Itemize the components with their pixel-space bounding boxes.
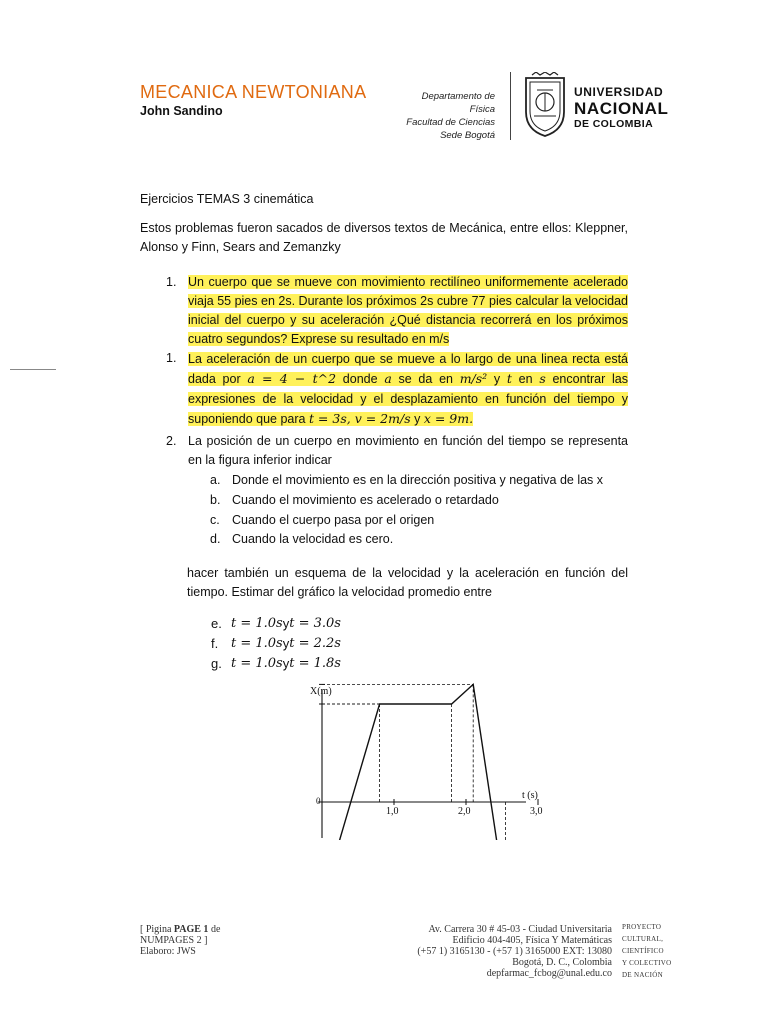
eq-label: g. [211, 656, 222, 671]
dept-line: Sede Bogotá [440, 130, 495, 141]
sub-item [210, 493, 499, 507]
exercise-title: Ejercicios TEMAS 3 cinemática [140, 192, 314, 206]
problem-number: 1. [166, 351, 177, 365]
x-tick-label: 2,0 [458, 806, 471, 817]
equation: t = 1.8s [289, 656, 341, 671]
equation: t = 3.0s [289, 616, 341, 631]
eq-label: f. [211, 636, 219, 651]
sub-label: d. [210, 532, 221, 546]
eq-connector: y [282, 616, 290, 631]
footer-line: (+57 1) 3165130 - (+57 1) 3165000 EXT: 13080 [417, 946, 612, 957]
problem-text: y [410, 412, 424, 426]
university-word: NACIONAL [574, 99, 669, 118]
sub-label: c. [210, 513, 220, 527]
footer-line: Bogotá, D. C., Colombia [512, 957, 612, 968]
university-word: DE COLOMBIA [574, 118, 654, 130]
eq-connector: y [282, 636, 290, 651]
sub-item [210, 513, 434, 527]
equation: t = 1.0s [231, 636, 283, 651]
equation: t = 2.2s [289, 636, 341, 651]
problem-2 [166, 349, 628, 429]
equation: x = 9m. [423, 411, 474, 426]
position-time-graph [290, 680, 550, 840]
footer-text: [ Pigina [140, 924, 174, 935]
problem-text: se da en [391, 372, 460, 386]
footer-text: de [208, 924, 221, 935]
equation: t = 1.0s [231, 616, 283, 631]
margin-rule [10, 369, 56, 370]
series-line [322, 684, 534, 840]
sub-label: b. [210, 493, 221, 507]
dept-line: Departamento de Física [421, 91, 495, 115]
sub-text: Donde el movimiento es en la dirección positiva y negativa de las x [232, 473, 604, 487]
sub-label: a. [210, 473, 221, 487]
sub-text: Cuando la velocidad es cero. [232, 532, 394, 546]
footer-text: Elaboro: JWS [140, 946, 196, 957]
author-name: John Sandino [140, 104, 223, 118]
footer-text: PAGE 1 [173, 924, 209, 935]
course-title: MECANICA NEWTONIANA [140, 82, 367, 102]
equation: m/s² [459, 371, 488, 386]
footer-line: depfarmac_fcbog@unal.edu.co [486, 968, 612, 979]
proyecto-logo [622, 921, 672, 981]
y-axis-label: X(m) [310, 686, 332, 697]
eq-label: e. [211, 616, 222, 631]
sub-text: Cuando el cuerpo pasa por el origen [232, 513, 435, 527]
equation: s [539, 371, 546, 386]
equation-item [211, 636, 341, 651]
equation-item [211, 656, 341, 671]
dept-line: Facultad de Ciencias [406, 117, 495, 128]
sub-item [210, 473, 603, 487]
intro-paragraph: Estos problemas fueron sacados de diversos textos de Mecánica, entre ellos: Kleppner, Alonso y Finn, Sears and Zemanzky [140, 221, 628, 254]
problem-number: 2. [166, 434, 177, 448]
problem-number: 1. [166, 275, 177, 289]
header-divider [510, 72, 511, 140]
problem-text: encontrar las expresiones de la velocidad y el desplazamiento en función del tiempo y suponiendo que para [188, 372, 628, 426]
equation: a [384, 371, 392, 386]
footer-text: NUMPAGES 2 ] [140, 935, 208, 946]
problem-text: La posición de un cuerpo en movimiento en función del tiempo se representa en la figura inferior indicar [188, 434, 628, 467]
eq-connector: y [282, 656, 290, 671]
proyecto-line: Y COLECTIVO [622, 959, 672, 967]
equation-item [211, 616, 341, 631]
equation: a = 4 − t^2 [247, 371, 337, 386]
problem-text: en [511, 372, 540, 386]
equation: t = 1.0s [231, 656, 283, 671]
problem-3 [166, 432, 628, 470]
proyecto-line: PROYECTO [622, 923, 662, 931]
footer-page-info [140, 924, 220, 957]
department-block [395, 90, 495, 142]
sub-item [210, 532, 393, 546]
x-axis-label: t (s) [522, 790, 538, 801]
problem-1 [166, 273, 628, 349]
x-tick-label: 1,0 [386, 806, 399, 817]
origin-label: 0 [316, 796, 321, 806]
problem-text: Un cuerpo que se mueve con movimiento rectilíneo uniformemente acelerado viaja 55 pies en 2s. Durante los próximos 2s cubre 77 pies calcular la velocidad inicial del cuerpo y su aceleración ¿Qué distancia recorrerá en los próximos cuatro segundos? Exprese su resultado en m/s [188, 275, 628, 346]
equation: t = 3s, v = 2m/s [308, 411, 411, 426]
university-crest-icon [522, 72, 568, 138]
university-word: UNIVERSIDAD [574, 85, 664, 99]
proyecto-line: DE NACIÓN [622, 971, 664, 979]
problem-text: donde [336, 372, 385, 386]
footer-line: Edificio 404-405, Física Y Matemáticas [452, 935, 612, 946]
university-logotype [574, 86, 669, 130]
problem-text: La aceleración de un cuerpo que se mueve a lo largo de una linea recta está dada por [188, 352, 628, 386]
sub-text: Cuando el movimiento es acelerado o retardado [232, 493, 499, 507]
proyecto-line: CULTURAL, [622, 935, 664, 943]
instruction-paragraph: hacer también un esquema de la velocidad y la aceleración en función del tiempo. Estimar del gráfico la velocidad promedio entre [187, 566, 628, 599]
x-tick-label: 3,0 [530, 806, 543, 817]
footer-line: Av. Carrera 30 # 45-03 - Ciudad Universitaria [428, 924, 612, 935]
equation: t [506, 371, 512, 386]
footer-address [380, 924, 612, 979]
proyecto-line: CIENTÍFICO [622, 947, 664, 955]
problem-text: y [487, 372, 507, 386]
